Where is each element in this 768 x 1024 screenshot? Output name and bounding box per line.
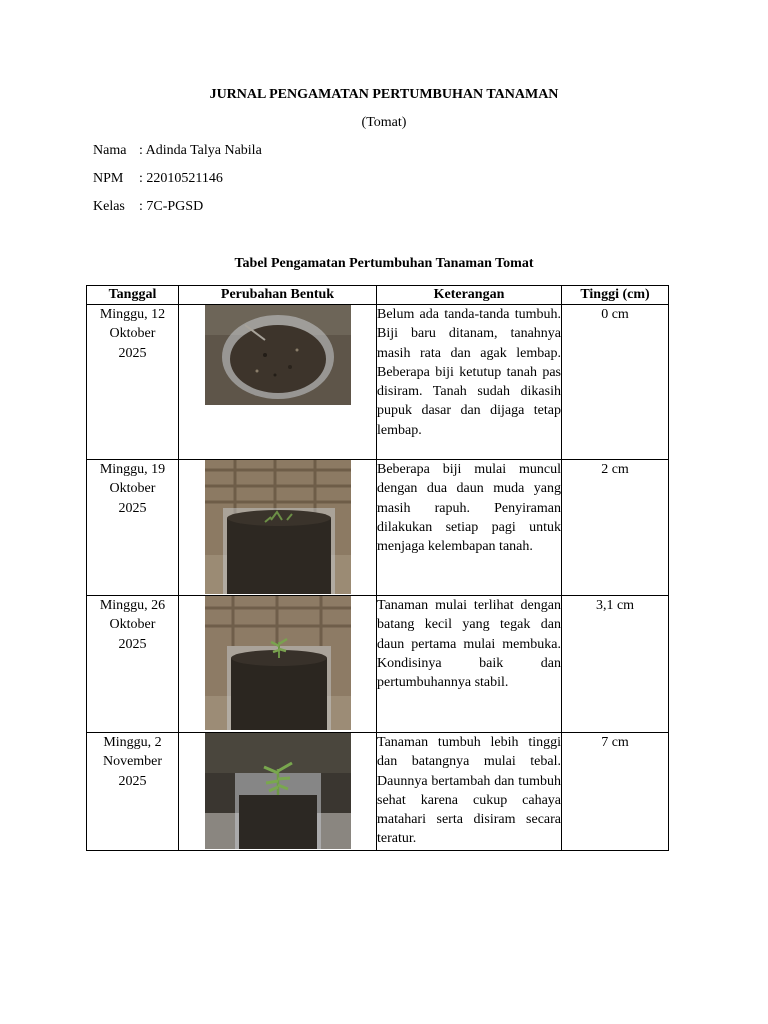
height-cell: 3,1 cm xyxy=(562,596,669,733)
height-cell: 2 cm xyxy=(562,460,669,596)
note-cell: Tanaman tumbuh lebih tinggi dan batangnya mulai tebal. Daunnya bertambah dan tumbuh sehat karena cukup cahaya matahari serta disiram secara teratur. xyxy=(377,733,562,851)
height-cell: 0 cm xyxy=(562,305,669,460)
note-cell: Belum ada tanda-tanda tumbuh. Biji baru ditanam, tanahnya masih rata dan agak lembap. Beberapa biji ketutup tanah pas disiram. Tanah sudah dikasih pupuk dasar dan dijaga tetap lembap. xyxy=(377,305,562,460)
date-line: Minggu, 12 xyxy=(99,307,166,322)
header-shape-change: Perubahan Bentuk xyxy=(179,286,377,305)
date-line: Minggu, 2 xyxy=(103,735,162,750)
table-header-row xyxy=(87,286,669,305)
date-cell xyxy=(87,733,179,851)
date-cell xyxy=(87,460,179,596)
info-value: : Adinda Talya Nabila xyxy=(139,143,262,158)
info-npm xyxy=(93,171,223,189)
photo-cell xyxy=(179,596,377,733)
date-line: 2025 xyxy=(118,636,147,652)
observation-table xyxy=(86,285,669,851)
plant-photo xyxy=(205,305,351,405)
note-cell: Tanaman mulai terlihat dengan batang kecil yang tegak dan daun pertama mulai membuka. Kondisinya baik dan pertumbuhannya stabil. xyxy=(377,596,562,733)
photo-cell xyxy=(179,305,377,460)
info-class xyxy=(93,199,203,217)
table-row xyxy=(87,733,669,851)
plant-photo xyxy=(205,733,351,849)
header-height: Tinggi (cm) xyxy=(562,286,669,305)
info-label: Nama xyxy=(93,143,127,158)
plant-photo xyxy=(205,596,351,730)
date-cell xyxy=(87,596,179,733)
table-row xyxy=(87,305,669,460)
date-line: 2025 xyxy=(118,773,147,789)
date-cell xyxy=(87,305,179,460)
header-description: Keterangan xyxy=(377,286,562,305)
info-name xyxy=(93,143,262,161)
table-row xyxy=(87,596,669,733)
document-title: JURNAL PENGAMATAN PERTUMBUHAN TANAMAN xyxy=(209,87,559,102)
date-line: 2025 xyxy=(118,500,147,516)
table-title: Tabel Pengamatan Pertumbuhan Tanaman Tomat xyxy=(234,256,534,271)
date-line: Minggu, 19 xyxy=(99,462,166,477)
height-cell: 7 cm xyxy=(562,733,669,851)
document-subtitle: (Tomat) xyxy=(361,115,407,130)
date-line: Oktober xyxy=(109,326,156,342)
date-line: November xyxy=(102,754,163,770)
table-row xyxy=(87,460,669,596)
photo-cell xyxy=(179,460,377,596)
date-line: Minggu, 26 xyxy=(99,598,166,613)
date-line: Oktober xyxy=(109,617,156,633)
info-value: : 7C-PGSD xyxy=(139,199,204,214)
info-label: Kelas xyxy=(93,199,125,214)
info-value: : 22010521146 xyxy=(139,171,223,186)
note-cell: Beberapa biji mulai muncul dengan dua daun muda yang masih rapuh. Penyiraman dilakukan setiap pagi untuk menjaga kelembapan tanah. xyxy=(377,460,562,596)
plant-photo xyxy=(205,460,351,594)
header-date: Tanggal xyxy=(87,286,179,305)
photo-cell xyxy=(179,733,377,851)
date-line: Oktober xyxy=(109,481,156,497)
info-label: NPM xyxy=(93,171,124,186)
date-line: 2025 xyxy=(118,345,147,361)
